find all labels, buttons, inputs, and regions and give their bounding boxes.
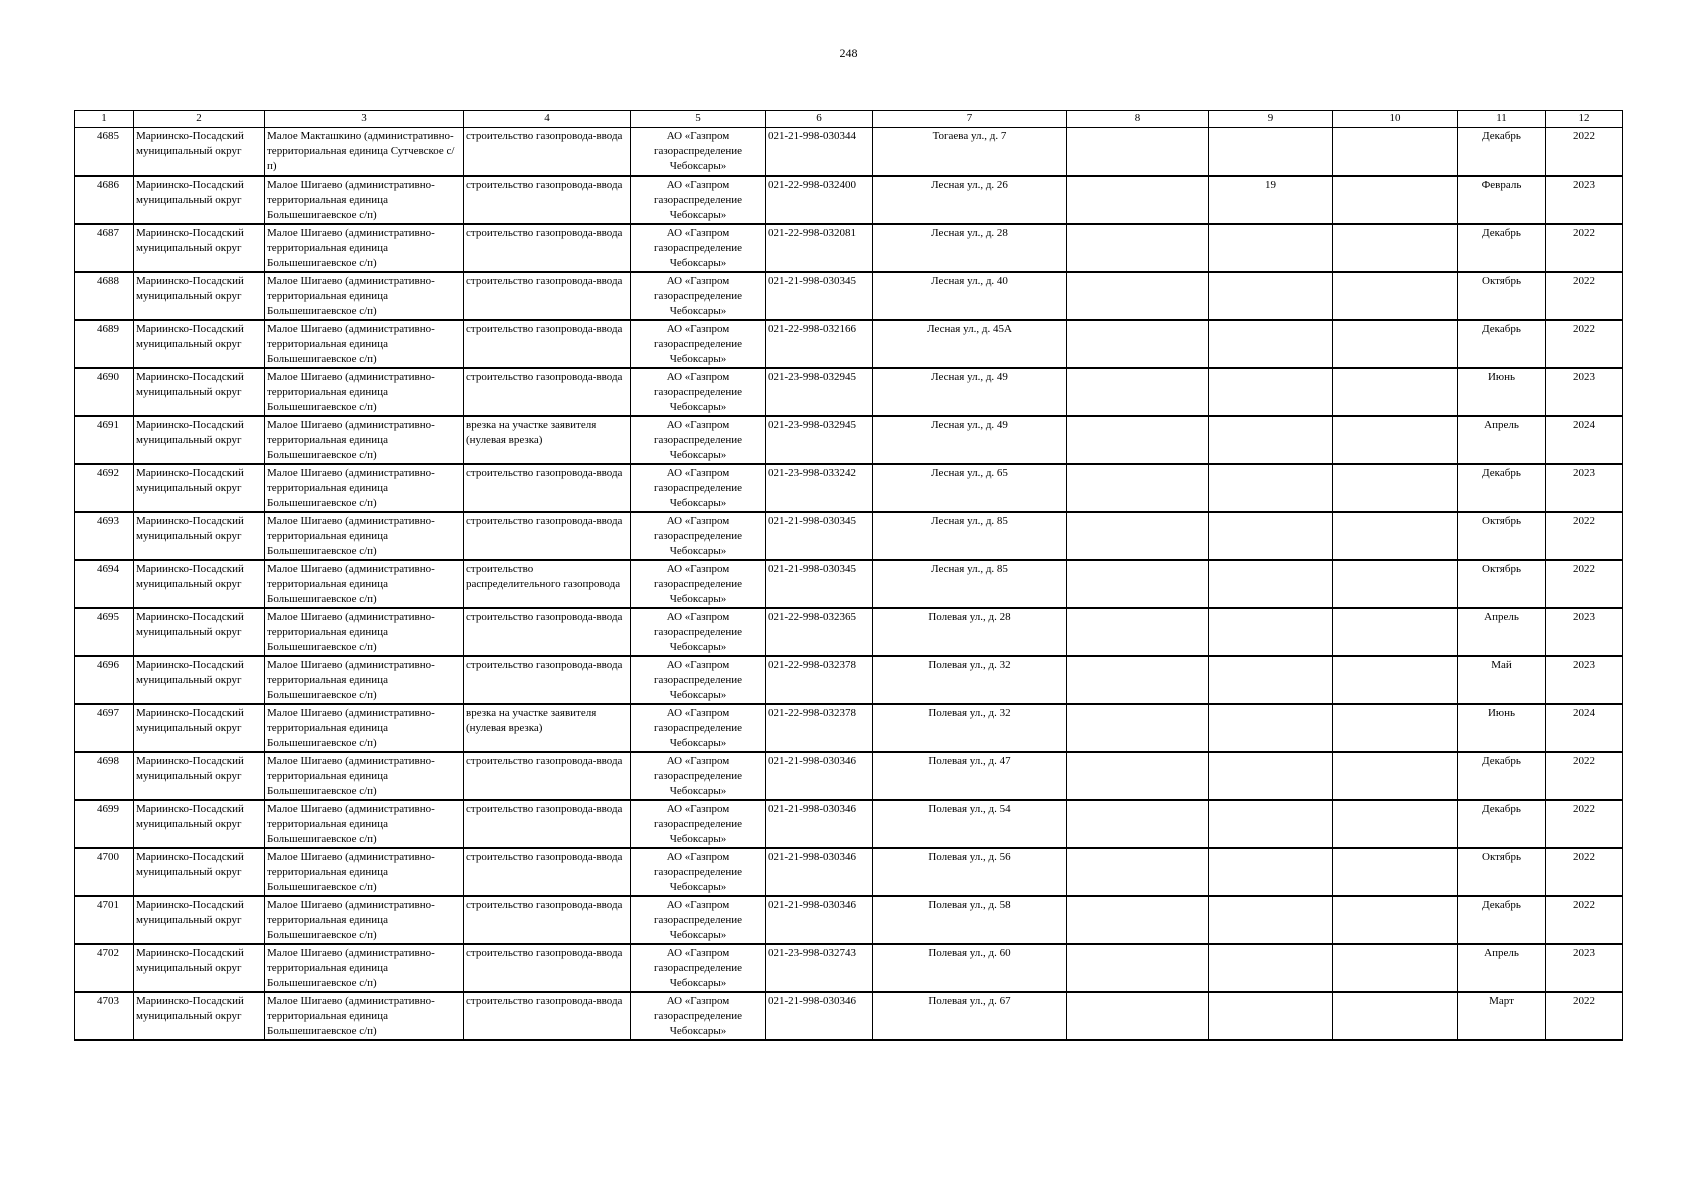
column-9-cell — [1209, 368, 1333, 416]
district-cell: Мариинско-Посадский муниципальный округ — [134, 896, 265, 944]
locality-cell: Малое Шигаево (административно-территориальная единица Большешигаевское с/п) — [265, 368, 464, 416]
table-row — [75, 608, 1623, 656]
row-number-cell: 4691 — [75, 416, 134, 464]
address-cell: Лесная ул., д. 28 — [873, 224, 1067, 272]
row-number-cell: 4694 — [75, 560, 134, 608]
year-cell: 2022 — [1546, 512, 1623, 560]
table-row — [75, 464, 1623, 512]
table-row — [75, 176, 1623, 224]
column-10-cell — [1333, 800, 1458, 848]
work-type-cell: строительство газопровода-ввода — [464, 896, 631, 944]
address-cell: Лесная ул., д. 49 — [873, 368, 1067, 416]
column-9-cell — [1209, 944, 1333, 992]
district-cell: Мариинско-Посадский муниципальный округ — [134, 224, 265, 272]
column-10-cell — [1333, 704, 1458, 752]
locality-cell: Малое Макташкино (административно-территориальная единица Сутчевское с/п) — [265, 128, 464, 176]
column-10-cell — [1333, 608, 1458, 656]
code-cell: 021-22-998-032378 — [766, 656, 873, 704]
code-cell: 021-21-998-030346 — [766, 800, 873, 848]
address-cell: Полевая ул., д. 56 — [873, 848, 1067, 896]
address-cell: Лесная ул., д. 85 — [873, 512, 1067, 560]
address-cell: Тогаева ул., д. 7 — [873, 128, 1067, 176]
table-row — [75, 416, 1623, 464]
page-number: 248 — [839, 46, 858, 60]
locality-cell: Малое Шигаево (административно-территориальная единица Большешигаевское с/п) — [265, 752, 464, 800]
column-8-cell — [1067, 464, 1209, 512]
locality-cell: Малое Шигаево (административно-территориальная единица Большешигаевское с/п) — [265, 608, 464, 656]
district-cell: Мариинско-Посадский муниципальный округ — [134, 176, 265, 224]
column-10-cell — [1333, 176, 1458, 224]
code-cell: 021-21-998-030345 — [766, 512, 873, 560]
table-row — [75, 752, 1623, 800]
column-10-cell — [1333, 848, 1458, 896]
year-cell: 2024 — [1546, 704, 1623, 752]
code-cell: 021-22-998-032400 — [766, 176, 873, 224]
month-cell: Апрель — [1458, 416, 1546, 464]
table-row — [75, 896, 1623, 944]
locality-cell: Малое Шигаево (административно-территориальная единица Большешигаевское с/п) — [265, 416, 464, 464]
column-9-cell — [1209, 752, 1333, 800]
column-10-cell — [1333, 512, 1458, 560]
locality-cell: Малое Шигаево (административно-территориальная единица Большешигаевское с/п) — [265, 848, 464, 896]
month-cell: Июнь — [1458, 704, 1546, 752]
month-cell: Декабрь — [1458, 752, 1546, 800]
work-type-cell: строительство газопровода-ввода — [464, 320, 631, 368]
row-number-cell: 4689 — [75, 320, 134, 368]
table-row — [75, 512, 1623, 560]
work-type-cell: строительство газопровода-ввода — [464, 848, 631, 896]
month-cell: Декабрь — [1458, 224, 1546, 272]
district-cell: Мариинско-Посадский муниципальный округ — [134, 512, 265, 560]
year-cell: 2022 — [1546, 272, 1623, 320]
work-type-cell: строительство газопровода-ввода — [464, 752, 631, 800]
table-row — [75, 656, 1623, 704]
year-cell: 2022 — [1546, 752, 1623, 800]
row-number-cell: 4693 — [75, 512, 134, 560]
year-cell: 2022 — [1546, 224, 1623, 272]
table-row — [75, 560, 1623, 608]
column-9-cell — [1209, 608, 1333, 656]
organization-cell: АО «Газпром газораспределение Чебоксары» — [631, 944, 766, 992]
organization-cell: АО «Газпром газораспределение Чебоксары» — [631, 608, 766, 656]
column-10-cell — [1333, 320, 1458, 368]
work-type-cell: строительство газопровода-ввода — [464, 224, 631, 272]
code-cell: 021-22-998-032378 — [766, 704, 873, 752]
code-cell: 021-23-998-033242 — [766, 464, 873, 512]
month-cell: Апрель — [1458, 608, 1546, 656]
column-8-cell — [1067, 992, 1209, 1040]
year-cell: 2022 — [1546, 560, 1623, 608]
work-type-cell: строительство газопровода-ввода — [464, 656, 631, 704]
work-type-cell: строительство газопровода-ввода — [464, 176, 631, 224]
address-cell: Лесная ул., д. 40 — [873, 272, 1067, 320]
year-cell: 2022 — [1546, 800, 1623, 848]
month-cell: Октябрь — [1458, 512, 1546, 560]
organization-cell: АО «Газпром газораспределение Чебоксары» — [631, 512, 766, 560]
column-10-cell — [1333, 224, 1458, 272]
code-cell: 021-23-998-032945 — [766, 368, 873, 416]
address-cell: Лесная ул., д. 26 — [873, 176, 1067, 224]
column-header: 6 — [766, 111, 873, 128]
address-cell: Лесная ул., д. 45А — [873, 320, 1067, 368]
table-body — [75, 128, 1623, 1040]
column-8-cell — [1067, 656, 1209, 704]
address-cell: Полевая ул., д. 60 — [873, 944, 1067, 992]
column-9-cell — [1209, 656, 1333, 704]
work-type-cell: врезка на участке заявителя (нулевая врезка) — [464, 704, 631, 752]
column-8-cell — [1067, 896, 1209, 944]
organization-cell: АО «Газпром газораспределение Чебоксары» — [631, 896, 766, 944]
code-cell: 021-21-998-030346 — [766, 992, 873, 1040]
column-8-cell — [1067, 416, 1209, 464]
locality-cell: Малое Шигаево (административно-территориальная единица Большешигаевское с/п) — [265, 464, 464, 512]
district-cell: Мариинско-Посадский муниципальный округ — [134, 848, 265, 896]
month-cell: Октябрь — [1458, 272, 1546, 320]
work-type-cell: строительство газопровода-ввода — [464, 128, 631, 176]
column-9-cell — [1209, 800, 1333, 848]
row-number-cell: 4697 — [75, 704, 134, 752]
column-9-cell — [1209, 992, 1333, 1040]
column-10-cell — [1333, 896, 1458, 944]
column-9-cell — [1209, 416, 1333, 464]
month-cell: Апрель — [1458, 944, 1546, 992]
month-cell: Октябрь — [1458, 848, 1546, 896]
column-8-cell — [1067, 512, 1209, 560]
column-8-cell — [1067, 848, 1209, 896]
column-9-cell — [1209, 704, 1333, 752]
address-cell: Лесная ул., д. 85 — [873, 560, 1067, 608]
column-number-row — [75, 111, 1623, 128]
row-number-cell: 4688 — [75, 272, 134, 320]
column-10-cell — [1333, 368, 1458, 416]
organization-cell: АО «Газпром газораспределение Чебоксары» — [631, 656, 766, 704]
organization-cell: АО «Газпром газораспределение Чебоксары» — [631, 752, 766, 800]
column-9-cell — [1209, 896, 1333, 944]
row-number-cell: 4695 — [75, 608, 134, 656]
address-cell: Полевая ул., д. 67 — [873, 992, 1067, 1040]
month-cell: Май — [1458, 656, 1546, 704]
locality-cell: Малое Шигаево (административно-территориальная единица Большешигаевское с/п) — [265, 704, 464, 752]
table-row — [75, 320, 1623, 368]
locality-cell: Малое Шигаево (административно-территориальная единица Большешигаевское с/п) — [265, 320, 464, 368]
code-cell: 021-22-998-032166 — [766, 320, 873, 368]
address-cell: Полевая ул., д. 47 — [873, 752, 1067, 800]
organization-cell: АО «Газпром газораспределение Чебоксары» — [631, 848, 766, 896]
locality-cell: Малое Шигаево (административно-территориальная единица Большешигаевское с/п) — [265, 176, 464, 224]
organization-cell: АО «Газпром газораспределение Чебоксары» — [631, 464, 766, 512]
data-table — [74, 110, 1623, 1041]
district-cell: Мариинско-Посадский муниципальный округ — [134, 704, 265, 752]
month-cell: Декабрь — [1458, 800, 1546, 848]
year-cell: 2022 — [1546, 992, 1623, 1040]
code-cell: 021-22-998-032081 — [766, 224, 873, 272]
table-header — [75, 111, 1623, 128]
column-10-cell — [1333, 992, 1458, 1040]
month-cell: Февраль — [1458, 176, 1546, 224]
organization-cell: АО «Газпром газораспределение Чебоксары» — [631, 320, 766, 368]
organization-cell: АО «Газпром газораспределение Чебоксары» — [631, 992, 766, 1040]
table-row — [75, 704, 1623, 752]
table-row — [75, 992, 1623, 1040]
row-number-cell: 4698 — [75, 752, 134, 800]
work-type-cell: строительство газопровода-ввода — [464, 272, 631, 320]
month-cell: Декабрь — [1458, 128, 1546, 176]
code-cell: 021-21-998-030346 — [766, 848, 873, 896]
column-8-cell — [1067, 128, 1209, 176]
address-cell: Лесная ул., д. 65 — [873, 464, 1067, 512]
district-cell: Мариинско-Посадский муниципальный округ — [134, 608, 265, 656]
column-10-cell — [1333, 128, 1458, 176]
column-header: 1 — [75, 111, 134, 128]
table-row — [75, 272, 1623, 320]
year-cell: 2022 — [1546, 128, 1623, 176]
address-cell: Лесная ул., д. 49 — [873, 416, 1067, 464]
year-cell: 2023 — [1546, 464, 1623, 512]
column-10-cell — [1333, 752, 1458, 800]
column-9-cell — [1209, 464, 1333, 512]
column-header: 4 — [464, 111, 631, 128]
work-type-cell: врезка на участке заявителя (нулевая врезка) — [464, 416, 631, 464]
organization-cell: АО «Газпром газораспределение Чебоксары» — [631, 560, 766, 608]
column-9-cell — [1209, 272, 1333, 320]
work-type-cell: строительство газопровода-ввода — [464, 368, 631, 416]
work-type-cell: строительство газопровода-ввода — [464, 944, 631, 992]
district-cell: Мариинско-Посадский муниципальный округ — [134, 416, 265, 464]
month-cell: Июнь — [1458, 368, 1546, 416]
column-9-cell — [1209, 512, 1333, 560]
column-8-cell — [1067, 176, 1209, 224]
district-cell: Мариинско-Посадский муниципальный округ — [134, 128, 265, 176]
code-cell: 021-22-998-032365 — [766, 608, 873, 656]
year-cell: 2023 — [1546, 368, 1623, 416]
organization-cell: АО «Газпром газораспределение Чебоксары» — [631, 176, 766, 224]
column-9-cell — [1209, 128, 1333, 176]
code-cell: 021-21-998-030345 — [766, 272, 873, 320]
column-8-cell — [1067, 800, 1209, 848]
address-cell: Полевая ул., д. 28 — [873, 608, 1067, 656]
column-header: 10 — [1333, 111, 1458, 128]
column-8-cell — [1067, 560, 1209, 608]
row-number-cell: 4692 — [75, 464, 134, 512]
locality-cell: Малое Шигаево (административно-территориальная единица Большешигаевское с/п) — [265, 992, 464, 1040]
locality-cell: Малое Шигаево (административно-территориальная единица Большешигаевское с/п) — [265, 272, 464, 320]
year-cell: 2022 — [1546, 320, 1623, 368]
work-type-cell: строительство распределительного газопровода — [464, 560, 631, 608]
row-number-cell: 4700 — [75, 848, 134, 896]
year-cell: 2024 — [1546, 416, 1623, 464]
row-number-cell: 4687 — [75, 224, 134, 272]
month-cell: Декабрь — [1458, 464, 1546, 512]
column-header: 3 — [265, 111, 464, 128]
table-row — [75, 128, 1623, 176]
row-number-cell: 4696 — [75, 656, 134, 704]
month-cell: Март — [1458, 992, 1546, 1040]
column-header: 9 — [1209, 111, 1333, 128]
district-cell: Мариинско-Посадский муниципальный округ — [134, 560, 265, 608]
table-row — [75, 368, 1623, 416]
row-number-cell: 4686 — [75, 176, 134, 224]
column-header: 12 — [1546, 111, 1623, 128]
row-number-cell: 4701 — [75, 896, 134, 944]
work-type-cell: строительство газопровода-ввода — [464, 992, 631, 1040]
month-cell: Декабрь — [1458, 896, 1546, 944]
year-cell: 2022 — [1546, 848, 1623, 896]
district-cell: Мариинско-Посадский муниципальный округ — [134, 752, 265, 800]
organization-cell: АО «Газпром газораспределение Чебоксары» — [631, 128, 766, 176]
address-cell: Полевая ул., д. 32 — [873, 656, 1067, 704]
table-row — [75, 944, 1623, 992]
organization-cell: АО «Газпром газораспределение Чебоксары» — [631, 800, 766, 848]
code-cell: 021-21-998-030344 — [766, 128, 873, 176]
month-cell: Октябрь — [1458, 560, 1546, 608]
column-10-cell — [1333, 272, 1458, 320]
column-8-cell — [1067, 608, 1209, 656]
column-10-cell — [1333, 656, 1458, 704]
table-row — [75, 800, 1623, 848]
district-cell: Мариинско-Посадский муниципальный округ — [134, 944, 265, 992]
address-cell: Полевая ул., д. 32 — [873, 704, 1067, 752]
year-cell: 2023 — [1546, 944, 1623, 992]
address-cell: Полевая ул., д. 54 — [873, 800, 1067, 848]
row-number-cell: 4702 — [75, 944, 134, 992]
table-row — [75, 848, 1623, 896]
organization-cell: АО «Газпром газораспределение Чебоксары» — [631, 224, 766, 272]
column-8-cell — [1067, 704, 1209, 752]
column-9-cell: 19 — [1209, 176, 1333, 224]
table-row — [75, 224, 1623, 272]
code-cell: 021-21-998-030346 — [766, 896, 873, 944]
locality-cell: Малое Шигаево (административно-территориальная единица Большешигаевское с/п) — [265, 512, 464, 560]
row-number-cell: 4699 — [75, 800, 134, 848]
locality-cell: Малое Шигаево (административно-территориальная единица Большешигаевское с/п) — [265, 224, 464, 272]
column-header: 5 — [631, 111, 766, 128]
work-type-cell: строительство газопровода-ввода — [464, 512, 631, 560]
column-9-cell — [1209, 320, 1333, 368]
work-type-cell: строительство газопровода-ввода — [464, 608, 631, 656]
column-8-cell — [1067, 368, 1209, 416]
column-header: 7 — [873, 111, 1067, 128]
column-8-cell — [1067, 272, 1209, 320]
column-10-cell — [1333, 944, 1458, 992]
locality-cell: Малое Шигаево (административно-территориальная единица Большешигаевское с/п) — [265, 896, 464, 944]
organization-cell: АО «Газпром газораспределение Чебоксары» — [631, 368, 766, 416]
organization-cell: АО «Газпром газораспределение Чебоксары» — [631, 272, 766, 320]
year-cell: 2023 — [1546, 176, 1623, 224]
locality-cell: Малое Шигаево (административно-территориальная единица Большешигаевское с/п) — [265, 656, 464, 704]
month-cell: Декабрь — [1458, 320, 1546, 368]
year-cell: 2023 — [1546, 656, 1623, 704]
district-cell: Мариинско-Посадский муниципальный округ — [134, 368, 265, 416]
organization-cell: АО «Газпром газораспределение Чебоксары» — [631, 704, 766, 752]
column-header: 11 — [1458, 111, 1546, 128]
locality-cell: Малое Шигаево (административно-территориальная единица Большешигаевское с/п) — [265, 560, 464, 608]
locality-cell: Малое Шигаево (административно-территориальная единица Большешигаевское с/п) — [265, 944, 464, 992]
work-type-cell: строительство газопровода-ввода — [464, 800, 631, 848]
year-cell: 2023 — [1546, 608, 1623, 656]
column-8-cell — [1067, 320, 1209, 368]
column-9-cell — [1209, 224, 1333, 272]
column-8-cell — [1067, 752, 1209, 800]
district-cell: Мариинско-Посадский муниципальный округ — [134, 992, 265, 1040]
code-cell: 021-21-998-030346 — [766, 752, 873, 800]
column-10-cell — [1333, 416, 1458, 464]
column-header: 8 — [1067, 111, 1209, 128]
district-cell: Мариинско-Посадский муниципальный округ — [134, 272, 265, 320]
code-cell: 021-21-998-030345 — [766, 560, 873, 608]
row-number-cell: 4685 — [75, 128, 134, 176]
district-cell: Мариинско-Посадский муниципальный округ — [134, 464, 265, 512]
column-9-cell — [1209, 560, 1333, 608]
code-cell: 021-23-998-032743 — [766, 944, 873, 992]
column-8-cell — [1067, 944, 1209, 992]
row-number-cell: 4703 — [75, 992, 134, 1040]
work-type-cell: строительство газопровода-ввода — [464, 464, 631, 512]
year-cell: 2022 — [1546, 896, 1623, 944]
column-header: 2 — [134, 111, 265, 128]
column-10-cell — [1333, 464, 1458, 512]
column-8-cell — [1067, 224, 1209, 272]
district-cell: Мариинско-Посадский муниципальный округ — [134, 656, 265, 704]
code-cell: 021-23-998-032945 — [766, 416, 873, 464]
district-cell: Мариинско-Посадский муниципальный округ — [134, 800, 265, 848]
organization-cell: АО «Газпром газораспределение Чебоксары» — [631, 416, 766, 464]
district-cell: Мариинско-Посадский муниципальный округ — [134, 320, 265, 368]
address-cell: Полевая ул., д. 58 — [873, 896, 1067, 944]
column-10-cell — [1333, 560, 1458, 608]
column-9-cell — [1209, 848, 1333, 896]
locality-cell: Малое Шигаево (административно-территориальная единица Большешигаевское с/п) — [265, 800, 464, 848]
row-number-cell: 4690 — [75, 368, 134, 416]
